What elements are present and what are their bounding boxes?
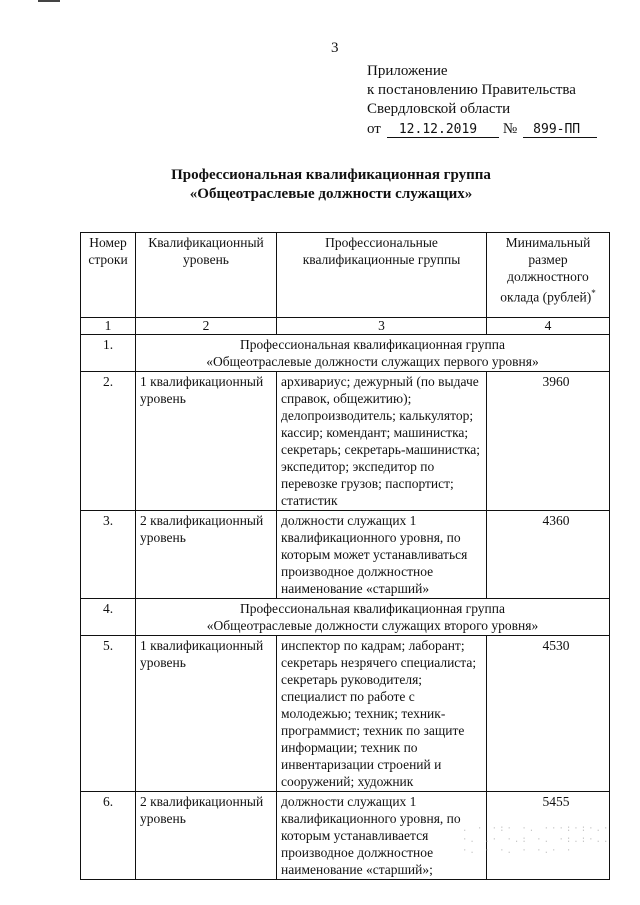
- number-prefix: №: [502, 121, 518, 137]
- decree-number: 899-ПП: [523, 122, 597, 138]
- row-number: 5.: [81, 636, 136, 792]
- appendix-line-1: Приложение: [367, 63, 448, 79]
- positions-list: инспектор по кадрам; лаборант; секретарь незрячего специалиста; секретарь руководителя; специалист по работе с молодежью; техник; техник-программист; техник по защите информации; техник по инвентаризации строений и сооружений; художник: [277, 636, 487, 792]
- heading-line-1: Профессиональная квалификационная группа: [171, 167, 491, 183]
- heading-line-2: «Общеотраслевые должности служащих»: [189, 186, 473, 202]
- row-number: 2.: [81, 372, 136, 511]
- salary-value: 3960: [487, 372, 610, 511]
- group-title-cell: [136, 599, 610, 636]
- qualification-level: 2 квалификационный уровень: [136, 511, 277, 599]
- qualification-level: 2 квалификационный уровень: [136, 792, 277, 880]
- column-number: 2: [136, 318, 277, 335]
- salary-value: 4530: [487, 636, 610, 792]
- page-number: 3: [331, 40, 339, 56]
- row-number: 4.: [81, 599, 136, 636]
- table-row-group: [81, 599, 610, 636]
- appendix-line-3: Свердловской области: [367, 101, 511, 117]
- header-professional-groups: Профессиональные квалификационные группы: [277, 233, 487, 318]
- document-heading: [0, 166, 640, 204]
- table-row: [81, 636, 610, 792]
- header-minimum-salary-text: Минимальный размер должностного оклада (рублей): [500, 235, 592, 305]
- footnote-mark: *: [591, 288, 596, 298]
- positions-list: архивариус; дежурный (по выдаче справок, общежитию); делопроизводитель; калькулятор; кассир; комендант; машинистка; секретарь; секретарь-машинистка; экспедитор; экспедитор по перевозке грузов; паспортист; статистик: [277, 372, 487, 511]
- salary-value: 5455: [487, 792, 610, 880]
- scan-noise-mark: . · ·:· ·. ···:·:·.· ·. .· ·.: ·. ·:.:·.. ·. · ·. · ·.· ·: [462, 824, 611, 856]
- salary-value: 4360: [487, 511, 610, 599]
- date-prefix: от: [367, 121, 381, 137]
- scan-corner-mark: [38, 0, 60, 2]
- qualification-level: 1 квалификационный уровень: [136, 372, 277, 511]
- group-title-line-2: «Общеотраслевые должности служащих второго уровня»: [206, 618, 539, 633]
- group-title-cell: [136, 335, 610, 372]
- group-title-line-1: Профессиональная квалификационная группа: [240, 601, 505, 616]
- row-number: 1.: [81, 335, 136, 372]
- appendix-line-2: к постановлению Правительства: [367, 82, 576, 98]
- header-qualification-level: Квалификационный уровень: [136, 233, 277, 318]
- header-minimum-salary: [487, 233, 610, 318]
- positions-list: должности служащих 1 квалификационного уровня, по которым может устанавливаться производное должностное наименование «старший»: [277, 511, 487, 599]
- appendix-date-number-line: [367, 120, 597, 139]
- table-header-row: [81, 233, 610, 318]
- row-number: 6.: [81, 792, 136, 880]
- positions-list: должности служащих 1 квалификационного уровня, по которым устанавливается производное должностное наименование «старший»;: [277, 792, 487, 880]
- column-number: 3: [277, 318, 487, 335]
- column-number: 1: [81, 318, 136, 335]
- qualification-level: 1 квалификационный уровень: [136, 636, 277, 792]
- group-title-line-2: «Общеотраслевые должности служащих первого уровня»: [206, 354, 539, 369]
- group-title-line-1: Профессиональная квалификационная группа: [240, 337, 505, 352]
- qualification-table: [80, 232, 610, 880]
- row-number: 3.: [81, 511, 136, 599]
- header-row-number: Номер строки: [81, 233, 136, 318]
- column-number: 4: [487, 318, 610, 335]
- table-row: [81, 372, 610, 511]
- appendix-block: [367, 62, 597, 139]
- table-row: [81, 511, 610, 599]
- column-number-row: [81, 318, 610, 335]
- decree-date: 12.12.2019: [387, 122, 499, 138]
- table-row-group: [81, 335, 610, 372]
